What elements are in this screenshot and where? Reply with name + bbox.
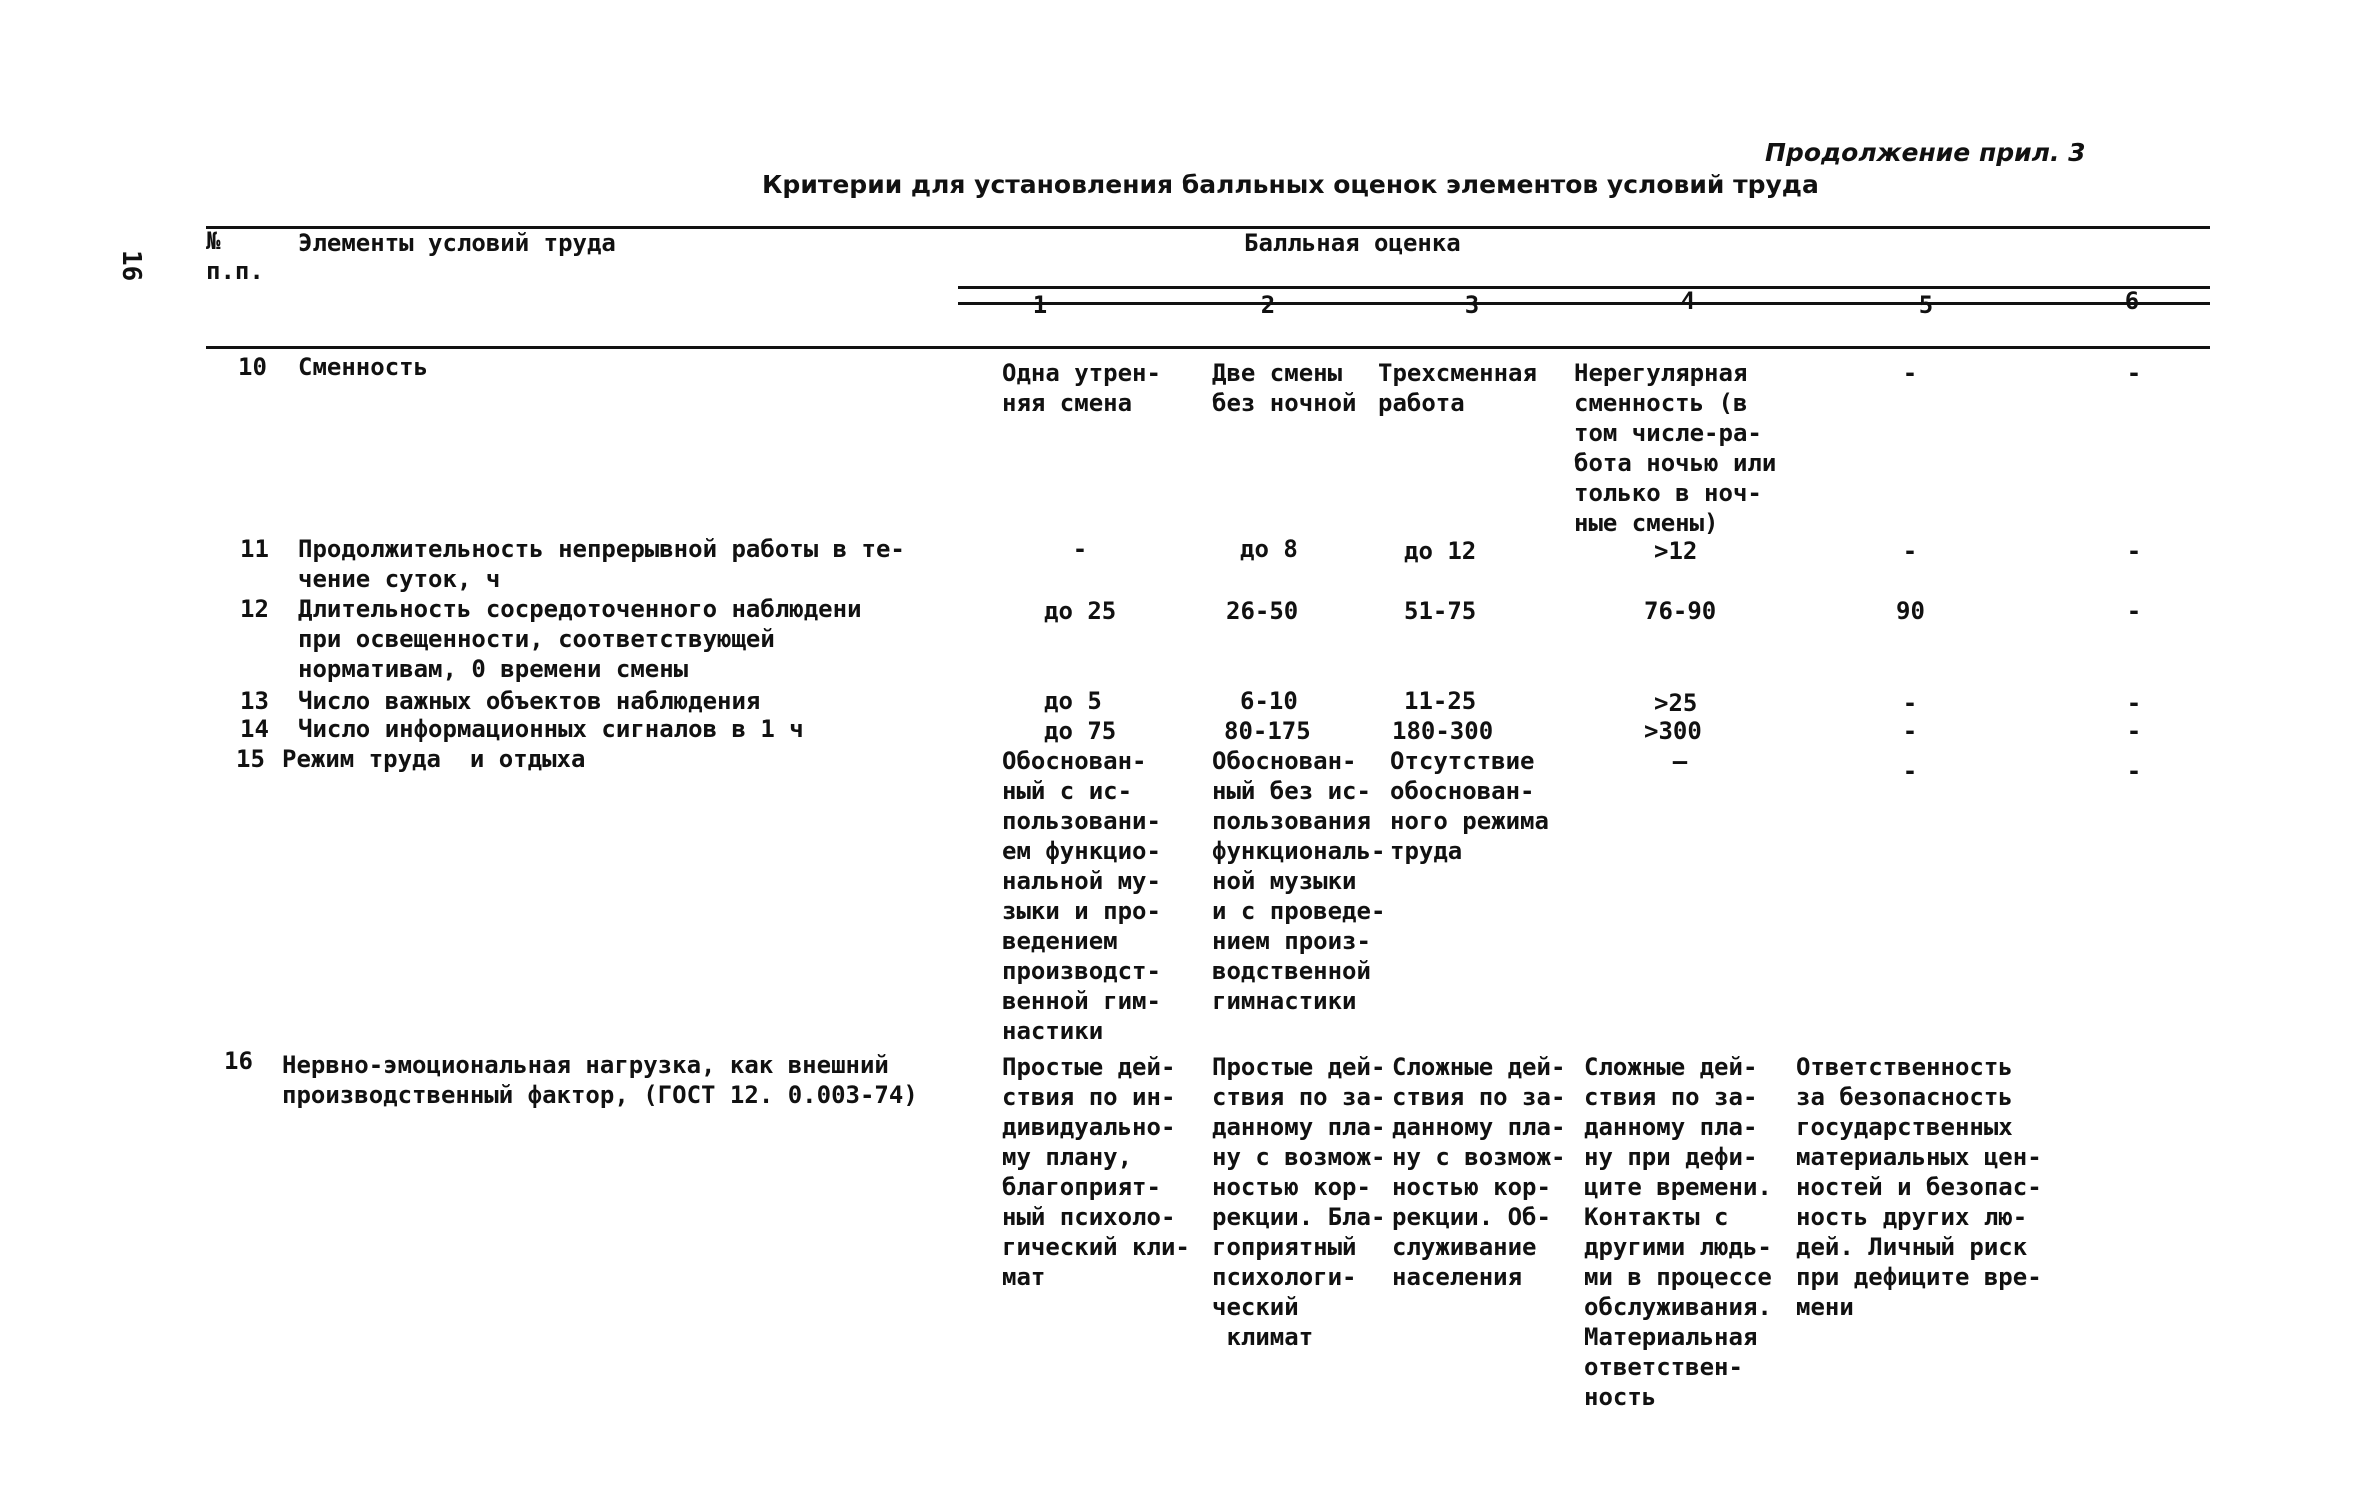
row-number: 13 [240, 687, 269, 715]
score-1-cell: Простые дей- ствия по ин- дивидуально- му плану, благоприят- ный психоло- гический кли- мат [1002, 1053, 1190, 1291]
row-number: 10 [238, 353, 267, 381]
score-6-cell: - [2126, 537, 2142, 565]
score-4-cell: >300 [1644, 717, 1702, 745]
score-5-cell: Ответственность за безопасность государственных материальных цен- ностей и безопас- ность других лю- дей. Личный риск при дефиците вре- мени [1796, 1053, 2042, 1321]
score-6-cell: - [2126, 757, 2142, 785]
score-3-cell: 11-25 [1404, 687, 1477, 715]
score-6-cell: - [2126, 689, 2142, 717]
row-number: 16 [224, 1047, 253, 1075]
row-number: 11 [240, 535, 269, 563]
score-1-cell: Одна утрен- няя смена [1002, 359, 1161, 417]
score-1-cell: до 25 [1044, 597, 1117, 625]
score-2-cell: 6-10 [1240, 687, 1298, 715]
score-5-cell: 90 [1896, 597, 1925, 625]
score-6-cell: - [2126, 597, 2142, 625]
row-element: Сменность [298, 353, 429, 381]
score-2-cell: до 8 [1240, 535, 1298, 563]
score-4-cell: >25 [1654, 689, 1698, 717]
page-number: 16 [116, 250, 146, 282]
score-2-cell: Простые дей- ствия по за- данному пла- ну с возмож- ностью кор- рекции. Бла- гоприятный психологи- ческий климат [1212, 1053, 1386, 1351]
column-header-number: № п.п. [206, 227, 264, 285]
score-header-2: 2 [1260, 291, 1276, 319]
score-4-cell: — [1672, 747, 1688, 775]
column-header-element: Элементы условий труда [298, 229, 616, 257]
score-2-cell: Две смены без ночной [1212, 359, 1357, 417]
continuation-note: Продолжение прил. 3 [1765, 138, 2086, 167]
score-2-cell: 80-175 [1224, 717, 1311, 745]
score-3-cell: 51-75 [1404, 597, 1477, 625]
score-2-cell: Обоснован- ный без ис- пользования функциональ- ной музыки и с проведе- нием произ- водственной гимнастики [1212, 747, 1386, 1015]
score-4-cell: >12 [1654, 537, 1698, 565]
page-title: Критерии для установления балльных оценок элементов условий труда [762, 170, 1819, 199]
header-bottom-rule [206, 346, 2210, 349]
score-5-cell: - [1902, 757, 1918, 785]
score-numbers-rule [958, 302, 2210, 305]
score-3-cell: 180-300 [1392, 717, 1494, 745]
row-element: Режим труда и отдыха [282, 745, 586, 773]
score-3-cell: Сложные дей- ствия по за- данному пла- ну с возмож- ностью кор- рекции. Об- служивание населения [1392, 1053, 1566, 1291]
score-4-cell: Нерегулярная сменность (в том числе-ра- бота ночью или только в ноч- ные смены) [1574, 359, 1777, 537]
score-1-cell: Обоснован- ный с ис- пользовани- ем функцио- нальной му- зыки и про- ведением производст- венной гим- настики [1002, 747, 1161, 1045]
score-1-cell: - [1072, 535, 1088, 563]
score-header-1: 1 [1032, 291, 1048, 319]
score-header-4: 4 [1680, 287, 1696, 315]
row-element: Число важных объектов наблюдения [298, 687, 761, 715]
score-6-cell: - [2126, 717, 2142, 745]
score-header-6: 6 [2124, 287, 2140, 315]
score-6-cell: - [2126, 359, 2142, 387]
score-group-rule [958, 286, 2210, 289]
row-element: Продолжительность непрерывной работы в те- чение суток, ч [298, 535, 905, 593]
score-3-cell: Трехсменная работа [1378, 359, 1537, 417]
score-5-cell: - [1902, 537, 1918, 565]
row-number: 15 [236, 745, 265, 773]
row-number: 12 [240, 595, 269, 623]
score-4-cell: Сложные дей- ствия по за- данному пла- ну при дефи- ците времени. Контакты с другими людь- ми в процессе обслуживания. Материальная ответствен- ность [1584, 1053, 1772, 1411]
row-element: Число информационных сигналов в 1 ч [298, 715, 804, 743]
score-3-cell: Отсутствие обоснован- ного режима труда [1390, 747, 1549, 865]
score-4-cell: 76-90 [1644, 597, 1717, 625]
row-element: Нервно-эмоциональная нагрузка, как внешний производственный фактор, (ГОСТ 12. 0.003-74) [282, 1051, 918, 1109]
score-5-cell: - [1902, 689, 1918, 717]
score-5-cell: - [1902, 359, 1918, 387]
row-element: Длительность сосредоточенного наблюдени при освещенности, соответствующей нормативам, 0 времени смены [298, 595, 862, 683]
score-1-cell: до 75 [1044, 717, 1117, 745]
score-5-cell: - [1902, 717, 1918, 745]
score-1-cell: до 5 [1044, 687, 1102, 715]
score-2-cell: 26-50 [1226, 597, 1299, 625]
column-header-score-group: Балльная оценка [1244, 229, 1461, 257]
score-header-5: 5 [1918, 291, 1934, 319]
score-3-cell: до 12 [1404, 537, 1477, 565]
score-header-3: 3 [1464, 291, 1480, 319]
row-number: 14 [240, 715, 269, 743]
